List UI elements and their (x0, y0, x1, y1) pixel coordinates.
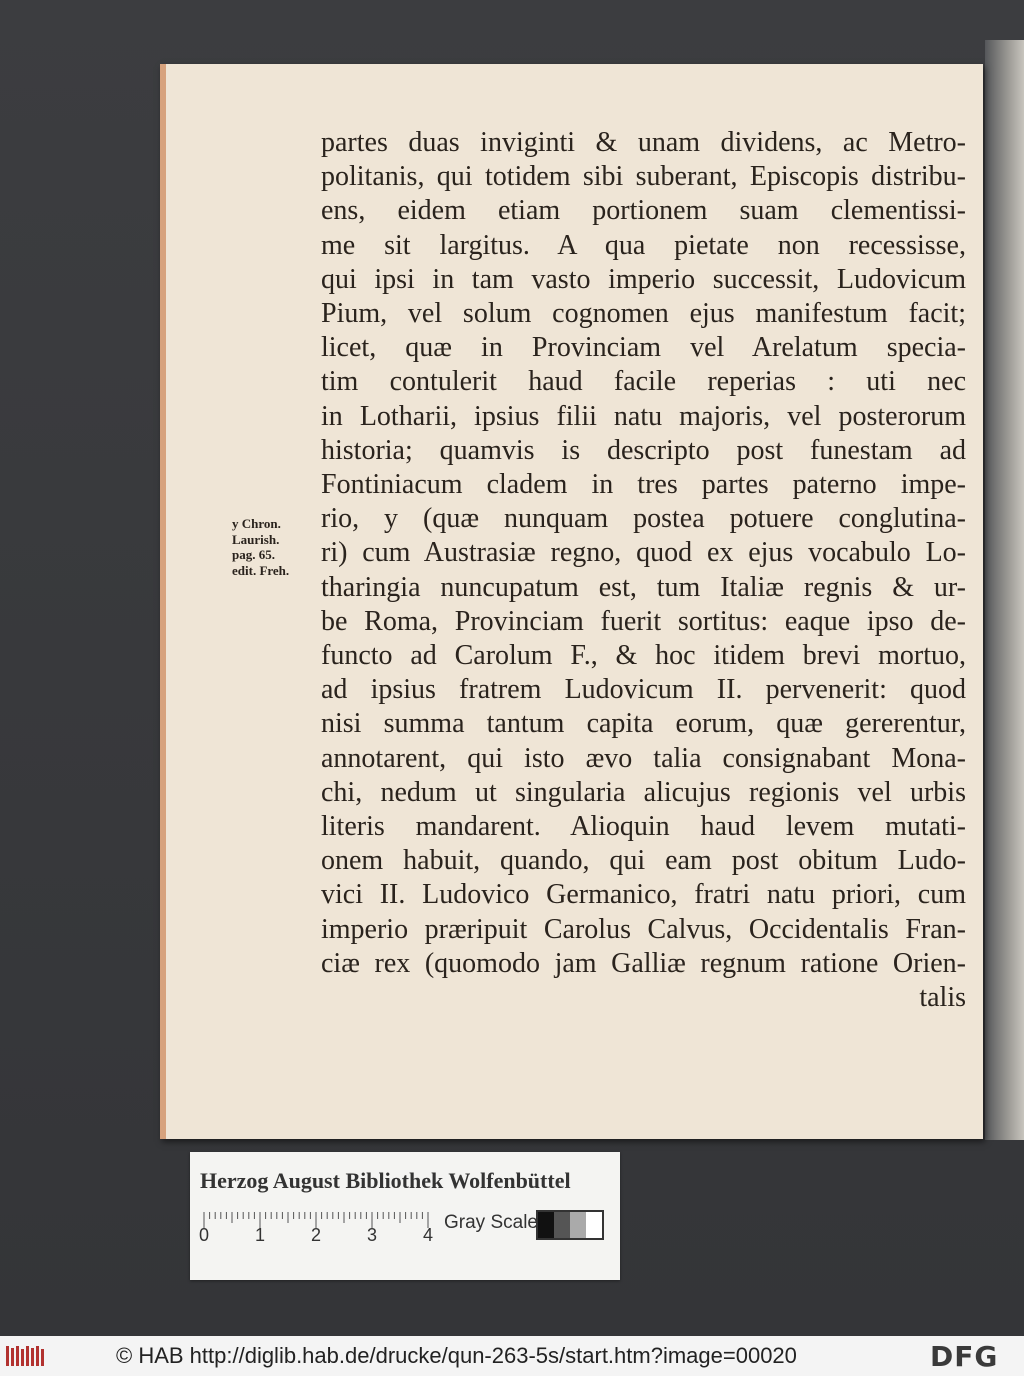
hab-logo-icon (6, 1344, 46, 1368)
text-line: Pium, vel solum cognomen ejus manifestum facit; (321, 298, 966, 330)
text-line: functo ad Carolum F., & hoc itidem brevi mortuo, (321, 640, 966, 672)
text-line: in Lotharii, ipsius filii natu majoris, vel posterorum (321, 400, 966, 432)
text-line: nisi summa tantum capita eorum, quæ gererentur, (321, 708, 966, 740)
text-line: onem habuit, quando, qui eam post obitum Ludo- (321, 845, 966, 877)
color-reference-card (190, 1152, 620, 1280)
margin-note (232, 516, 322, 578)
text-line: historia; quamvis is descripto post funestam ad (321, 434, 966, 466)
catchword: talis (919, 982, 966, 1014)
adjacent-page-edge (985, 40, 1024, 1140)
text-line: chi, nedum ut singularia alicujus regionis vel urbis (321, 776, 966, 808)
text-line: Fontiniacum cladem in tres partes paterno impe- (321, 469, 966, 501)
text-line: ens, eidem etiam portionem suam clementissi- (321, 195, 966, 227)
margin-note-line: Laurish. (232, 531, 280, 547)
text-line: annotarent, qui isto ævo talia consignabant Mona- (321, 742, 966, 774)
text-line: ad ipsius fratrem Ludovicum II. pervenerit: quod (321, 674, 966, 706)
gray-scale-swatches (536, 1210, 604, 1240)
copyright-url-link[interactable]: © HAB http://diglib.hab.de/drucke/qun-263-5s/start.htm?image=00020 (116, 1343, 797, 1368)
text-line: tim contulerit haud facile reperias : uti nec (321, 366, 966, 398)
ruler-number: 1 (255, 1225, 266, 1245)
gray-swatch (538, 1212, 554, 1238)
text-line: imperio præripuit Carolus Calvus, Occidentalis Fran- (321, 913, 966, 945)
ruler-number: 3 (367, 1225, 378, 1245)
text-line: vici II. Ludovico Germanico, fratri natu priori, cum (321, 879, 966, 911)
text-line: licet, quæ in Provinciam vel Arelatum specia- (321, 332, 966, 364)
margin-note-line: edit. Freh. (232, 562, 290, 578)
text-line: ri) cum Austrasiæ regno, quod ex ejus vocabulo Lo- (321, 537, 966, 569)
text-line: literis mandarent. Alioquin haud levem mutati- (321, 811, 966, 843)
text-line: partes duas invigintі & unam dividens, ac Metro- (321, 127, 966, 158)
gray-swatch (570, 1212, 586, 1238)
ruler (199, 1212, 434, 1245)
gray-scale-label: Gray Scale (444, 1212, 538, 1233)
page-body-text (321, 126, 966, 1015)
ruler-number: 4 (423, 1225, 434, 1245)
text-line: me sit largitus. A qua pietate non recessisse, (321, 229, 966, 261)
text-line: qui ipsi in tam vasto imperio successit, Ludovicum (321, 263, 966, 295)
ruler-number: 0 (199, 1225, 210, 1245)
dfg-logo: DFG (930, 1340, 999, 1373)
text-line: ciæ rex (quomodo jam Galliæ regnum ratione Orien- (321, 947, 966, 979)
margin-note-line: pag. 65. (232, 547, 275, 562)
viewer-footer (0, 1336, 1024, 1376)
gray-swatch (554, 1212, 570, 1238)
text-line: tharingia nuncupatum est, tum Italiæ regnis & ur- (321, 571, 966, 603)
text-line: be Roma, Provinciam fuerit sortitus: eaque ipso de- (321, 605, 966, 637)
gray-swatch (586, 1212, 602, 1238)
margin-note-line: y Chron. (232, 516, 281, 531)
text-line: rio, y (quæ nunquam postea potuere conglutina- (321, 503, 966, 535)
book-page (160, 64, 983, 1139)
ruler-number: 2 (311, 1225, 322, 1245)
text-line: politanis, qui totidem sibi suberant, Episcopis distribu- (321, 161, 966, 193)
library-name: Herzog August Bibliothek Wolfenbüttel (200, 1168, 571, 1193)
